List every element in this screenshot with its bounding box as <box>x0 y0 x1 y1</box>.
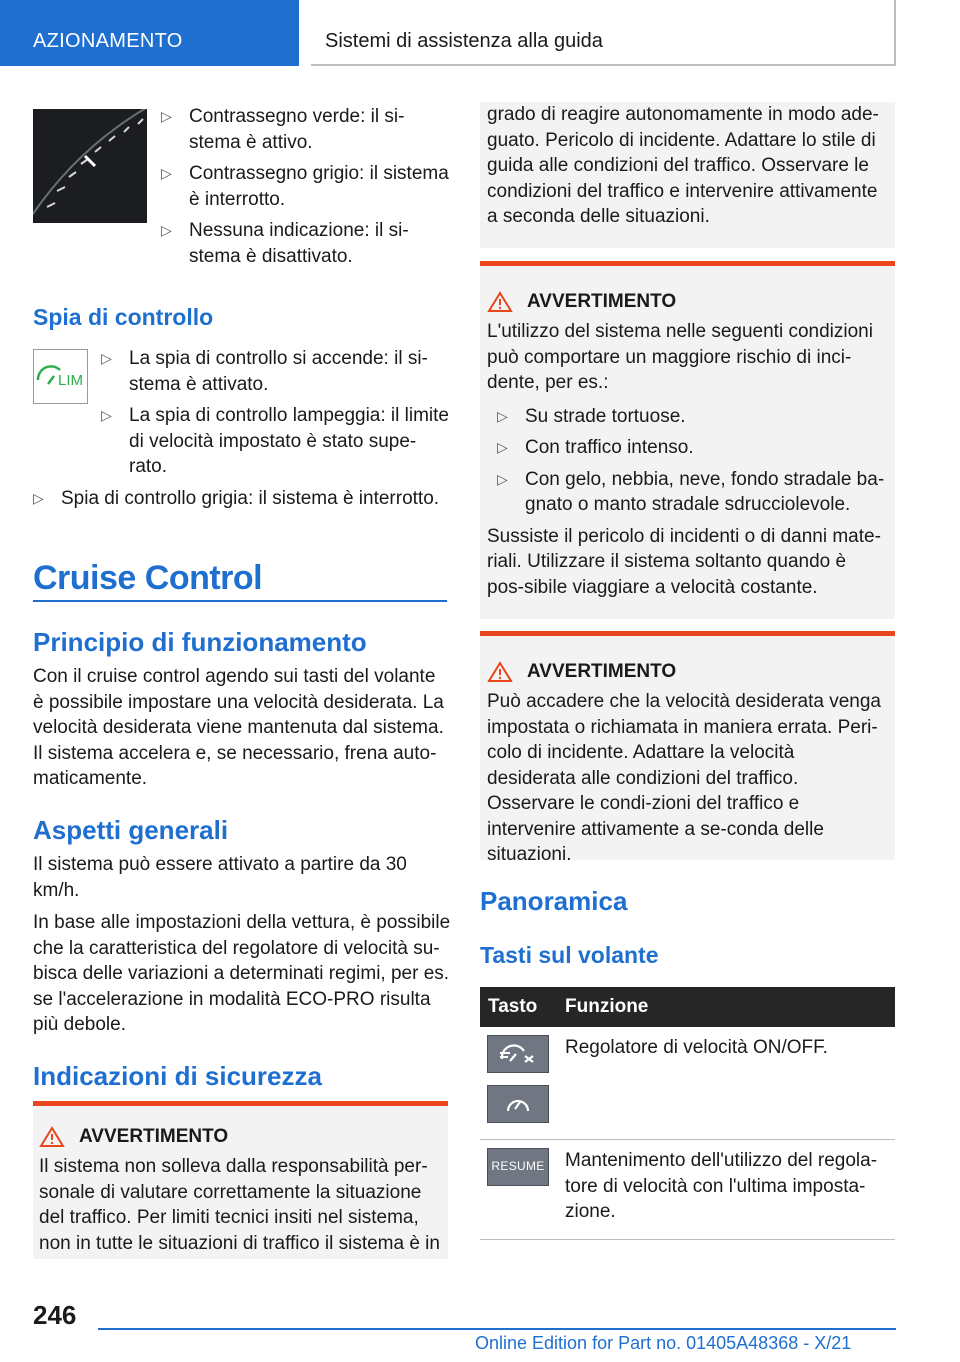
spia-grey-list <box>33 486 451 518</box>
section-title: AZIONAMENTO <box>33 30 183 52</box>
cruise-control-title: Cruise Control <box>33 559 263 597</box>
warning-triangle-icon <box>487 291 513 313</box>
chapter-tab <box>311 0 896 66</box>
edition-footer: Online Edition for Part no. 01405A48368 - X/21 <box>475 1333 852 1353</box>
cruise-onoff-button-icon <box>487 1035 549 1073</box>
speedometer-marker-image <box>33 109 147 223</box>
spia-list <box>101 346 451 486</box>
list-item: ▷ Contrassegno verde: il si-stema è attivo. <box>161 104 451 155</box>
warning-box <box>33 1101 448 1259</box>
list-item: ▷ Contrassegno grigio: il sistema è interrotto. <box>161 161 451 212</box>
warning-triangle-icon <box>487 661 513 683</box>
panoramica-heading: Panoramica <box>480 886 628 916</box>
principio-text: Con il cruise control agendo sui tasti del volante è possibile impostare una velocità desiderata. La velocità desiderata viene mantenuta dal sistema. Il sistema accelera e, se necessario, frena auto-maticamente. <box>33 666 444 789</box>
section-tab <box>0 0 299 66</box>
row-function: Regolatore di velocità ON/OFF. <box>565 1037 828 1058</box>
resume-button-icon: RESUME <box>487 1148 549 1186</box>
warning-outro: Sussiste il pericolo di incidenti o di danni mate-riali. Utilizzare il sistema soltanto quando è pos-sibile viaggiare a velocità costante. <box>487 525 881 598</box>
col-header-tasto: Tasto <box>480 987 557 1027</box>
warning-triangle-icon <box>39 1126 65 1148</box>
warning-box <box>480 631 895 865</box>
aspetti-text-1: Il sistema può essere attivato a partire da 30 km/h. <box>33 854 407 901</box>
chapter-title: Sistemi di assistenza alla guida <box>325 30 603 52</box>
marker-status-list <box>161 104 451 275</box>
warning-title: AVVERTIMENTO <box>487 291 888 313</box>
warning-box <box>480 261 895 619</box>
list-item: ▷ Spia di controllo grigia: il sistema è interrotto. <box>33 486 451 512</box>
list-item: ▷ Con gelo, nebbia, neve, fondo stradale ba-gnato o manto stradale sdrucciolevole. <box>497 467 888 518</box>
aspetti-heading: Aspetti generali <box>33 815 229 845</box>
title-rule <box>33 600 447 602</box>
list-item: ▷ Con traffico intenso. <box>497 435 888 461</box>
buttons-table <box>480 987 895 1240</box>
table-row <box>480 1027 895 1140</box>
lim-indicator-icon <box>33 349 88 404</box>
footer-rule <box>98 1328 896 1330</box>
lim-label: LIM <box>58 372 84 389</box>
list-item: ▷ Su strade tortuose. <box>497 404 888 430</box>
row-function: Mantenimento dell'utilizzo del regola-tore di velocità con l'ultima imposta-zione. <box>565 1150 878 1222</box>
warning-title: AVVERTIMENTO <box>39 1126 442 1148</box>
cruise-speed-button-icon <box>487 1085 549 1123</box>
aspetti-text-2: In base alle impostazioni della vettura, è possibile che la caratteristica del regolatore di velocità su-bisca delle variazioni a determinati regimi, per es. se l'accelerazione in modalità ECO-PRO risulta più debole. <box>33 912 451 1035</box>
spia-heading: Spia di controllo <box>33 304 214 330</box>
col-header-funzione: Funzione <box>557 987 895 1027</box>
warning-text: Il sistema non solleva dalla responsabilità per-sonale di valutare correttamente la situazione del traffico. Per limiti tecnici insiti nel sistema, non in tutte le situazioni di traffico il sistema è in <box>39 1156 440 1254</box>
warning-continuation: grado di reagire autonomamente in modo ade-guato. Pericolo di incidente. Adattare lo stile di guida alle condizioni del traffico. Osservare le condizioni del traffico e intervenire attivamente a seconda delle situazioni. <box>480 102 895 248</box>
warning-intro: L'utilizzo del sistema nelle seguenti condizioni può comportare un maggiore rischio di inci-dente, per es.: <box>487 321 873 393</box>
list-item: ▷ La spia di controllo si accende: il si-stema è attivato. <box>101 346 451 397</box>
list-item: ▷ Nessuna indicazione: il si-stema è disattivato. <box>161 218 451 269</box>
page-number: 246 <box>33 1300 77 1330</box>
warning-title: AVVERTIMENTO <box>487 661 888 683</box>
principio-heading: Principio di funzionamento <box>33 627 367 657</box>
tasti-heading: Tasti sul volante <box>480 942 659 968</box>
sicurezza-heading: Indicazioni di sicurezza <box>33 1061 322 1091</box>
warning-text: Può accadere che la velocità desiderata venga impostata o richiamata in maniera errata. Peri-colo di incidente. Adattare la velocità desiderata alle condizioni del traffico. Osservare le condi-zioni del traffico e intervenire attivamente a se-conda delle situazioni. <box>487 691 881 865</box>
table-row <box>480 1140 895 1240</box>
warning-conditions-list <box>497 404 888 518</box>
list-item: ▷ La spia di controllo lampeggia: il limite di velocità impostato è stato supe-rato. <box>101 403 451 480</box>
